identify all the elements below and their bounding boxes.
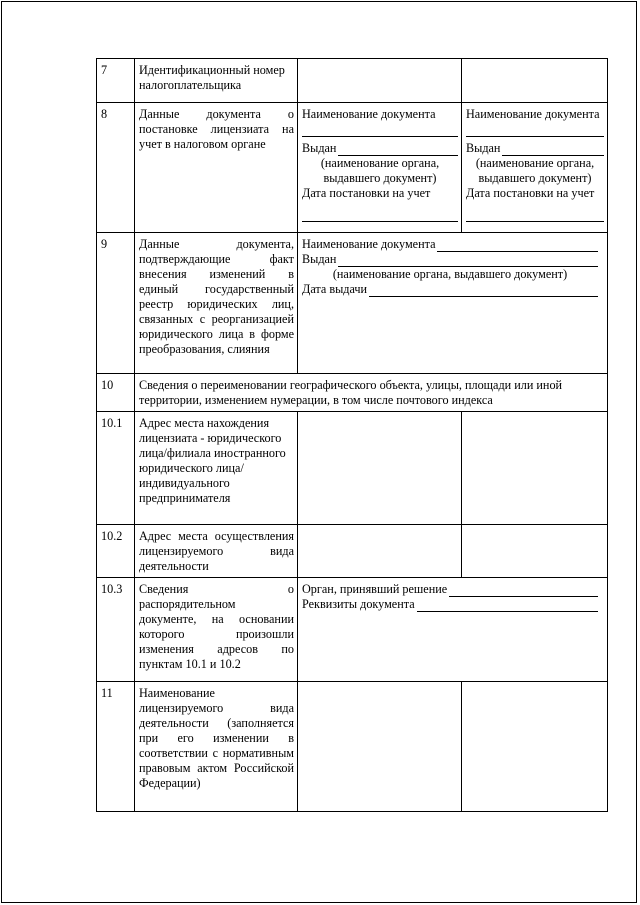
table-row [97,525,608,578]
row-label: Сведения о переименовании географического объекта, улицы, площади или иной территории, изменением нумерации, в том числе почтового индекса [135,374,608,412]
table-row [97,682,608,812]
table-row [97,59,608,103]
requisites-line[interactable] [417,599,598,612]
value-cell-new[interactable] [462,525,608,578]
row-number: 10.1 [97,412,135,525]
issuer-note: (наименование органа, выдавшего документ) [320,156,440,185]
row-label: Идентификационный номер налогоплательщика [135,59,298,103]
row-label: Данные документа, подтверждающие факт внесения изменений в единый государственный реестр юридических лиц, связанных с реорганизацией юридического лица в форме преобразования, слияния [135,233,298,374]
reg-date-label: Дата постановки на учет [466,186,595,200]
row-number: 10 [97,374,135,412]
value-cell-old[interactable] [298,682,462,812]
tax-doc-cell-old[interactable] [298,103,462,233]
value-cell-new[interactable] [462,59,608,103]
issued-line[interactable] [502,143,604,156]
reg-date-line[interactable] [302,209,458,222]
authority-line[interactable] [449,584,598,597]
requisites-label: Реквизиты документа [302,597,415,611]
issued-line[interactable] [338,254,598,267]
doc-name-line[interactable] [466,124,604,137]
doc-name-label: Наименование документа [466,107,600,121]
value-cell-new[interactable] [462,682,608,812]
issued-label: Выдан [466,141,501,155]
row-number: 8 [97,103,135,233]
doc-name-label: Наименование документа [302,237,436,251]
row-number: 11 [97,682,135,812]
reg-date-label: Дата постановки на учет [302,186,431,200]
value-cell-old[interactable] [298,525,462,578]
row-number: 10.2 [97,525,135,578]
egrul-doc-cell[interactable] [298,233,608,374]
issued-label: Выдан [302,141,337,155]
table-row [97,412,608,525]
issued-line[interactable] [338,143,458,156]
row-number: 9 [97,233,135,374]
issue-date-line[interactable] [369,284,598,297]
value-cell-old[interactable] [298,412,462,525]
doc-name-label: Наименование документа [302,107,436,121]
row-number: 7 [97,59,135,103]
reg-date-line[interactable] [466,209,604,222]
row-label: Адрес места осуществления лицензируемого вида деятельности [135,525,298,578]
order-doc-cell[interactable] [298,578,608,682]
authority-label: Орган, принявший решение [302,582,448,596]
row-label: Данные документа о постановке лицензиата на учет в налоговом органе [135,103,298,233]
value-cell-new[interactable] [462,412,608,525]
doc-name-line[interactable] [302,124,458,137]
issue-date-label: Дата выдачи [302,282,368,296]
license-change-form-table [96,58,608,812]
table-row [97,103,608,233]
value-cell-old[interactable] [298,59,462,103]
tax-doc-cell-new[interactable] [462,103,608,233]
table-row [97,233,608,374]
table-row [97,374,608,412]
issuer-note: (наименование органа, выдавшего документ) [475,156,595,185]
issued-label: Выдан [302,252,337,266]
row-label: Наименование лицензируемого вида деятельности (заполняется при его изменении в соответствии с нормативным правовым актом Российской Федерации) [135,682,298,812]
table-row [97,578,608,682]
issuer-note: (наименование органа, выдавшего документ) [332,267,568,281]
row-number: 10.3 [97,578,135,682]
row-label: Адрес места нахождения лицензиата - юридического лица/филиала иностранного юридического лица/индивидуального предпринимателя [135,412,298,525]
row-label: Сведения о распорядительном документе, на основании которого произошли изменения адресов по пунктам 10.1 и 10.2 [135,578,298,682]
doc-name-line[interactable] [437,239,598,252]
